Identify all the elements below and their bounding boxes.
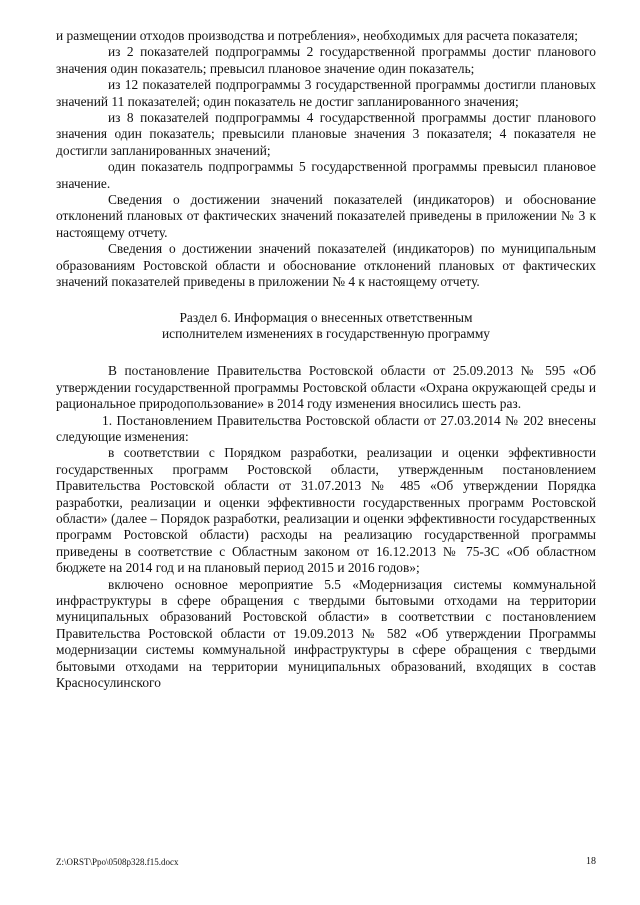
- paragraph: Сведения о достижении значений показателей (индикаторов) и обоснование отклонений плановых от фактических значений показателей приведены в приложении № 3 к настоящему отчету.: [56, 192, 596, 240]
- paragraph: Сведения о достижении значений показателей (индикаторов) по муниципальным образованиям Ростовской области и обоснование отклонений плановых от фактических значений показателей приведены в приложении № 4 к настоящему отчету.: [56, 241, 596, 290]
- paragraph: 1. Постановлением Правительства Ростовской области от 27.03.2014 № 202 внесены следующие изменения:: [56, 412, 596, 444]
- section-heading-line: исполнителем изменениях в государственную программу: [162, 325, 490, 341]
- paragraph: один показатель подпрограммы 5 государственной программы превысил плановое значение.: [56, 159, 596, 191]
- page-number: 18: [586, 856, 596, 867]
- paragraph: из 12 показателей подпрограммы 3 государственной программы достигли плановых значений 11 показателей; один показатель не достиг запланированного значения;: [56, 77, 596, 109]
- paragraph: из 2 показателей подпрограммы 2 государственной программы достиг планового значения один показатель; превысил плановое значение один показатель;: [56, 44, 596, 76]
- paragraph: В постановление Правительства Ростовской области от 25.09.2013 № 595 «Об утверждении государственной программы Ростовской области «Охрана окружающей среды и рациональное природопользование» в 2014 году изменения вносились шесть раз.: [56, 363, 596, 412]
- paragraph: и размещении отходов производства и потребления», необходимых для расчета показателя;: [56, 28, 578, 43]
- section-heading: [56, 310, 596, 343]
- paragraph: включено основное мероприятие 5.5 «Модернизация системы коммунальной инфраструктуры в сфере обращения с твердыми бытовыми отходами на территории муниципальных образований Ростовской области» в соответствии с постановлением Правительства Ростовской области от 19.09.2013 № 582 «Об утверждении Программы модернизации системы коммунальной инфраструктуры в сфере обращения с твердыми бытовыми отходами на территории муниципальных образований, входящих в состав Красносулинского: [56, 576, 596, 691]
- paragraph: из 8 показателей подпрограммы 4 государственной программы достиг планового значения один показатель; превысили плановые значения 3 показателя; 4 показателя не достигли запланированных значений;: [56, 110, 596, 158]
- section-heading-line: Раздел 6. Информация о внесенных ответственным: [179, 309, 473, 325]
- document-body: [56, 28, 596, 691]
- footer-file-path: Z:\ORST\Ppo\0508p328.f15.docx: [56, 857, 179, 867]
- paragraph: в соответствии с Порядком разработки, реализации и оценки эффективности государственных программ Ростовской области, утвержденным постановлением Правительства Ростовской области от 31.07.2013 № 485 «Об утверждении Порядка разработки, реализации и оценки эффективности государственных программ Ростовской области» (далее – Порядок разработки, реализации и оценки эффективности государственных программ Ростовской области) расходы на реализацию государственной программы приведены в соответствие с Областным законом от 16.12.2013 № 75-ЗС «Об областном бюджете на 2014 год и на плановый период 2015 и 2016 годов»;: [56, 445, 596, 576]
